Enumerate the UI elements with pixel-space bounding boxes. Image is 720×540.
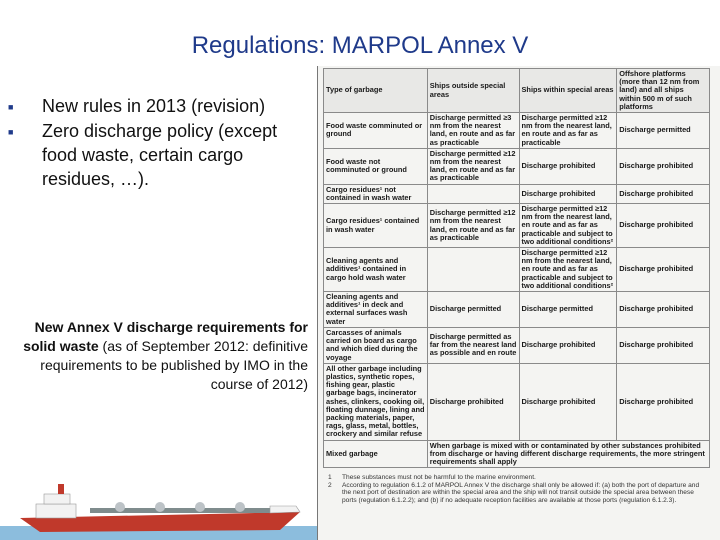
footnote-text: These substances must not be harmful to the marine environment.	[342, 474, 536, 482]
table-cell: Discharge prohibited	[617, 292, 710, 328]
table-cell: Discharge permitted ≥12 nm from the nearest land, en route and as far as practicable	[427, 148, 519, 184]
table-cell: Discharge prohibited	[427, 363, 519, 440]
table-cell: Discharge permitted ≥12 nm from the nearest land, en route and as far as practicable	[427, 204, 519, 248]
table-cell: Discharge prohibited	[617, 184, 710, 203]
table-cell: Discharge prohibited	[519, 184, 617, 203]
table-row	[324, 113, 710, 149]
table-cell: Food waste not comminuted or ground	[324, 148, 428, 184]
table-footnotes	[328, 474, 708, 504]
table-row	[324, 440, 710, 468]
bullet-item	[8, 119, 308, 191]
requirements-note	[10, 318, 308, 394]
footnote-number: 1	[328, 474, 332, 482]
table-cell: Discharge permitted	[519, 292, 617, 328]
footnote-text: According to regulation 6.1.2 of MARPOL Annex V the discharge shall only be allowed if: (a) both the port of departure and the next port of destination are within the special area and the ship will not transit outside the special area between these ports (regulation 6.1.2.2); and (b) if no adequate reception facilities are available at those ports (regulation 6.1.2.3).	[342, 481, 700, 504]
table-cell	[427, 184, 519, 203]
table-cell: Discharge prohibited	[617, 327, 710, 363]
table-cell: Cleaning agents and additives¹ contained in cargo hold wash water	[324, 248, 428, 292]
table-header: Type of garbage	[324, 69, 428, 113]
bullet-square-icon: ■	[8, 102, 14, 112]
table-cell	[427, 248, 519, 292]
table-cell: Discharge prohibited	[519, 148, 617, 184]
ship-illustration	[0, 460, 330, 540]
table-cell: Discharge permitted	[427, 292, 519, 328]
table-header-row	[324, 69, 710, 113]
table-row	[324, 248, 710, 292]
bullet-list	[8, 94, 308, 191]
footnote	[328, 482, 708, 505]
table-row	[324, 184, 710, 203]
table-cell: All other garbage including plastics, synthetic ropes, fishing gear, plastic garbage bags, incinerator ashes, clinkers, cooking oil, floating dunnage, lining and packing materials, paper, rags, glass, metal, bottles, crockery and similar refuse	[324, 363, 428, 440]
table-cell: Cargo residues¹ not contained in wash water	[324, 184, 428, 203]
table-cell: Discharge prohibited	[617, 204, 710, 248]
footnote	[328, 474, 708, 482]
table-row	[324, 292, 710, 328]
table-cell: Discharge permitted ≥12 nm from the nearest land, en route and as far as practicable and subject to two additional conditions²	[519, 204, 617, 248]
bullet-text: New rules in 2013 (revision)	[42, 96, 266, 116]
table-cell: Discharge prohibited	[617, 148, 710, 184]
table-row	[324, 148, 710, 184]
table-row	[324, 204, 710, 248]
table-cell: When garbage is mixed with or contaminated by other substances prohibited from discharge or having different discharge requirements, the more stringent requirements shall apply	[427, 440, 709, 468]
table-row	[324, 327, 710, 363]
marpol-table-image	[317, 66, 720, 540]
bullet-text: Zero discharge policy (except food waste, certain cargo residues, …).	[42, 121, 278, 189]
table-cell: Cargo residues¹ contained in wash water	[324, 204, 428, 248]
garbage-discharge-table	[323, 68, 710, 468]
footnote-number: 2	[328, 481, 332, 489]
table-cell: Discharge prohibited	[617, 363, 710, 440]
table-cell: Mixed garbage	[324, 440, 428, 468]
page-title: Regulations: MARPOL Annex V	[191, 32, 529, 59]
table-cell: Discharge permitted ≥3 nm from the nearest land, en route and as far as practicable	[427, 113, 519, 149]
table-cell: Discharge permitted as far from the nearest land as possible and en route	[427, 327, 519, 363]
table-cell: Discharge permitted ≥12 nm from the nearest land, en route and as far as practicable and subject to two additional conditions²	[519, 248, 617, 292]
table-cell: Discharge prohibited	[519, 327, 617, 363]
table-header: Ships outside special areas	[427, 69, 519, 113]
table-header: Offshore platforms (more than 12 nm from land) and all ships within 500 m of such platforms	[617, 69, 710, 113]
bullet-item	[8, 94, 308, 119]
table-cell: Carcasses of animals carried on board as cargo and which died during the voyage	[324, 327, 428, 363]
table-cell: Cleaning agents and additives¹ in deck and external surfaces wash water	[324, 292, 428, 328]
table-row	[324, 363, 710, 440]
table-cell: Discharge permitted ≥12 nm from the nearest land, en route and as far as practicable	[519, 113, 617, 149]
table-cell: Discharge prohibited	[617, 248, 710, 292]
table-cell: Food waste comminuted or ground	[324, 113, 428, 149]
table-cell: Discharge permitted	[617, 113, 710, 149]
table-header: Ships within special areas	[519, 69, 617, 113]
table-cell: Discharge prohibited	[519, 363, 617, 440]
bullet-square-icon: ■	[8, 127, 14, 137]
note-bold: New Annex V discharge requirements for solid waste	[23, 319, 308, 354]
note-rest: (as of September 2012: definitive requirements to be published by IMO in the course of 2012)	[40, 338, 308, 392]
